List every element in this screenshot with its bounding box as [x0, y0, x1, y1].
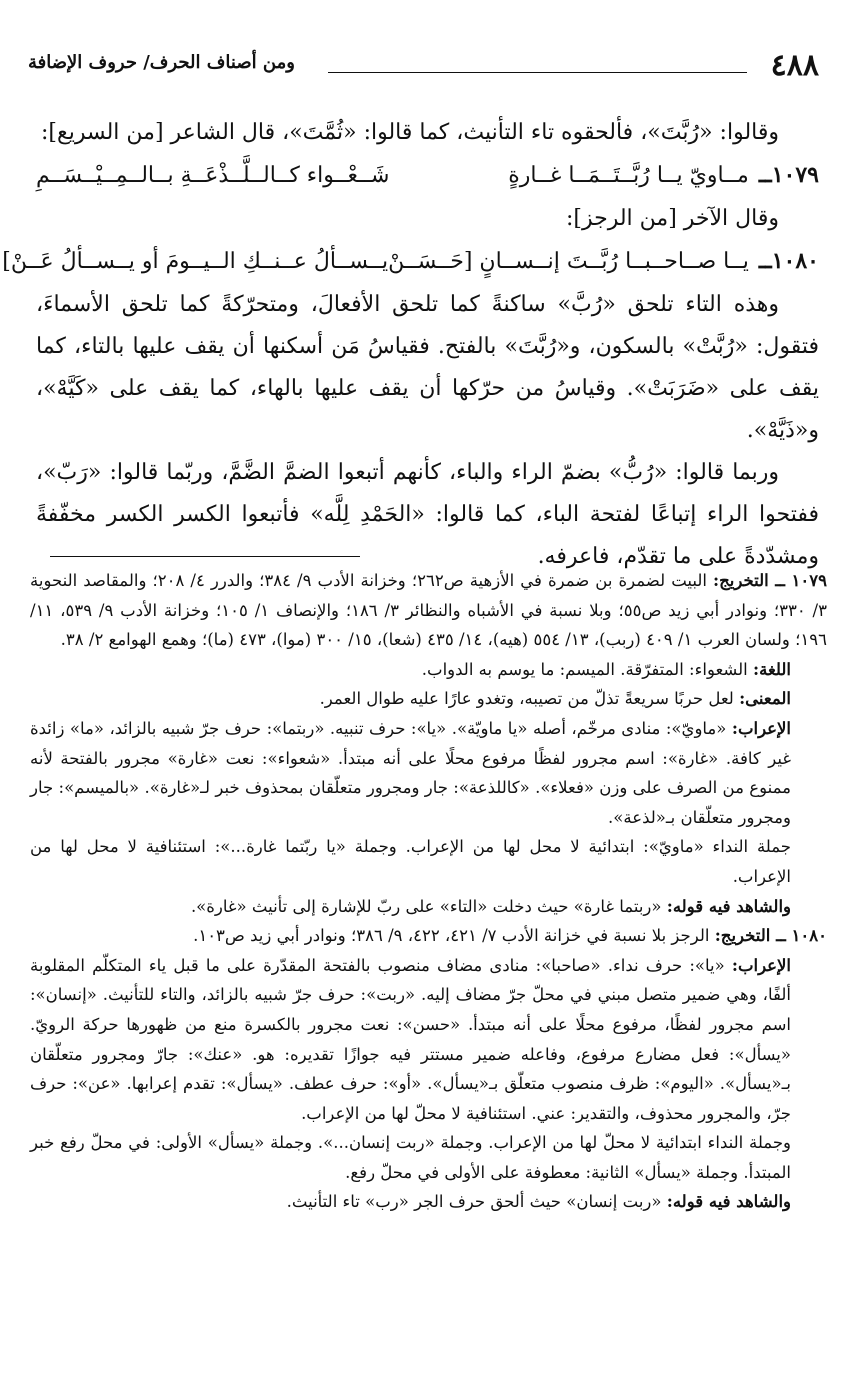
- footnote-label: اللغة:: [753, 659, 791, 679]
- footnote-text: «يا»: حرف نداء. «صاحبا»: منادى مضاف منصوب بالفتحة المقدّرة على ما قبل ياء المتكلّم المقلوبة ألفًا، وهي ضمير متصل مبني في محلّ جرّ مضاف إليه. «ربت»: حرف جرّ شبيه بالزائد، والتاء للتأنيث. «إنسان»: اسم مجرور لفظًا، مرفوع محلًا على أنه مبتدأ. «حسن»: نعت مجرور بالكسرة منع من ظهورها حركة الرويّ. «يسأل»: فعل مضارع مرفوع، وفاعله ضمير مستتر فيه جوازًا تقديره: هو. «عنك»: جارّ ومجرور متعلّقان بـ«يسأل». «اليوم»: ظرف منصوب متعلّق بـ«يسأل». «أو»: حرف عطف. «يسأل»: تقدم إعرابها. «عن»: حرف جرّ، والمجرور محذوف، والتقدير: عني. استئنافية لا محلّ لها من الإعراب.: [30, 955, 791, 1123]
- main-text: [2, 112, 819, 578]
- footnote-text: «ماويّ»: منادى مرخّم، أصله «يا ماويّة». «يا»: حرف تنبيه. «ربتما»: حرف جرّ شبيه بالزائد، «ما» زائدة غير كافة. «غارة»: اسم مجرور لفظًا مرفوع محلًا على أنه مبتدأ. «شعواء»: نعت «غارة» مجرور بالفتحة لأنه ممنوع من الصرف على وزن «فعلاء». «كاللذعة»: جار ومجرور متعلّقان بمحذوف خبر لـ«غارة». «بالميسم»: جار ومجرور متعلّقان بـ«لذعة».: [30, 718, 791, 827]
- footnote-text: الرجز بلا نسبة في خزانة الأدب ٧/ ٤٢١، ٤٢٢، ٩/ ٣٨٦؛ ونوادر أبي زيد ص١٠٣.: [193, 926, 710, 946]
- footnote-text: البيت لضمرة بن ضمرة في الأزهية ص٢٦٢؛ وخزانة الأدب ٩/ ٣٨٤؛ والدرر ٤/ ٢٠٨؛ والمقاصد النحوية ٣/ ٣٣٠؛ ونوادر أبي زيد ص٥٥؛ وبلا نسبة في الأشباه والنظائر ٣/ ١٨٦؛ والإنصاف ١/ ١٠٥؛ وخزانة الأدب ٩/ ٥٣٩، ١١/ ١٩٦؛ ولسان العرب ١/ ٤٠٩ (ربب)، ١٣/ ٥٥٤ (هيه)، ١٤/ ٤٣٥ (شعا)، ١٥/ ٣٠٠ (موا)، ٤٧٣ (ما)؛ وهمع الهوامع ٢/ ٣٨.: [30, 571, 827, 650]
- footnote-1079-shahid: [30, 892, 827, 922]
- footnote-text: لعل حربًا سريعةً تذلّ من تصيبه، وتغدو عارًا عليه طوال العمر.: [319, 689, 734, 709]
- footnote-label: ١٠٨٠ ــ التخريج:: [714, 926, 827, 946]
- verse-first-hemistich: يــا صــاحــبــا رُبَّــتَ إنــســانٍ [حَــسَــنْ: [388, 249, 749, 274]
- page-header: [28, 40, 827, 84]
- footnote-text: «ربت إنسان» حيث ألحق حرف الجر «رب» تاء التأنيث.: [286, 1192, 662, 1212]
- body-paragraph-1: وهذه التاء تلحق «رُبَّ» ساكنةً كما تلحق الأفعالَ، ومتحرّكةً كما تلحق الأسماءَ، فتقول: «رُبَّتْ» بالسكون، و«رُبَّتَ» بالفتح. فقياسُ مَن أسكنها أن يقف عليها بالتاء، كما يقف على «ضَرَبَتْ». وقياسُ من حرّكها أن يقف عليها بالهاء، كما يقف على «كَيَّهْ»، و«ذَيَّهْ».: [36, 292, 819, 443]
- footnote-label: والشاهد فيه قوله:: [666, 1192, 791, 1212]
- footnote-1079-mana: [30, 684, 827, 714]
- footnote-label: الإعراب:: [731, 955, 792, 975]
- footnote-1080-shahid: [30, 1187, 827, 1217]
- footnote-text: «ربتما غارة» حيث دخلت «التاء» على ربّ للإشارة إلى تأنيث «غارة».: [190, 896, 662, 916]
- footnote-1080-irab-jumal: وجملة النداء ابتدائية لا محلّ لها من الإعراب. وجملة «ربت إنسان...». وجملة «يسأل» الأولى: في محلّ رفع خبر المبتدأ. وجملة «يسأل» الثانية: معطوفة على الأولى في محلّ رفع.: [30, 1133, 791, 1182]
- footnote-1079-lugha: [30, 655, 827, 685]
- intro-paragraph-2: وقال الآخر [من الرجز]:: [565, 206, 779, 231]
- footnote-1080-takhrij: [30, 921, 827, 951]
- footnote-1079-irab-jumal: جملة النداء «ماويّ»: ابتدائية لا محل لها من الإعراب. وجملة «يا ربّتما غارة...»: استئنافية لا محل لها من الإعراب.: [30, 837, 791, 886]
- verse-number: ١٠٧٩ــ: [758, 162, 819, 188]
- verse-1080: [2, 240, 819, 284]
- running-title: ومن أصناف الحرف/ حروف الإضافة: [28, 52, 295, 73]
- verse-number: ١٠٨٠ــ: [758, 248, 819, 274]
- footnote-1079-irab: [30, 714, 827, 832]
- body-paragraph-2: وربما قالوا: «رُبُّ» بضمّ الراء والباء، كأنهم أتبعوا الضمَّ الضَّمَّ، وربّما قالوا: «رَبّ»، ففتحوا الراء إتباعًا لفتحة الباء، كما قالوا: «الحَمْدِ لِلَّه» فأتبعوا الكسر الكسر مخفّفةً ومشدّدةً على ما تقدّم، فاعرفه.: [36, 460, 819, 569]
- footnote-label: الإعراب:: [731, 718, 792, 738]
- footnote-1080-irab: [30, 951, 827, 1129]
- footnote-label: ١٠٧٩ ــ التخريج:: [713, 571, 827, 590]
- page-number: ٤٨٨: [770, 48, 819, 83]
- verse-first-hemistich: مــاويّ يــا رُبَّــتَــمَــا غــارةٍ: [508, 163, 749, 188]
- header-rule: [328, 72, 747, 73]
- intro-paragraph-1: وقالوا: «رُبَّتَ»، فألحقوه تاء التأنيث، كما قالوا: «ثُمَّتَ»، قال الشاعر [من السريع]:: [41, 120, 779, 145]
- verse-1079: [36, 154, 819, 198]
- verse-second-hemistich: يــســألُ عــنــكِ الــيــومَ أو يــســألُ عَــنْ]: [2, 249, 389, 274]
- footnote-label: والشاهد فيه قوله:: [666, 896, 791, 916]
- footnote-rule: [50, 556, 360, 557]
- footnotes: [30, 566, 827, 1217]
- verse-second-hemistich: شَــعْــواء كــالــلَّــذْعَــةِ بــالــمِــيْــسَــمِ: [36, 163, 390, 188]
- footnote-1079-takhrij: [30, 566, 827, 655]
- footnote-text: الشعواء: المتفرّقة. الميسم: ما يوسم به الدواب.: [421, 659, 748, 679]
- footnote-label: المعنى:: [739, 689, 791, 709]
